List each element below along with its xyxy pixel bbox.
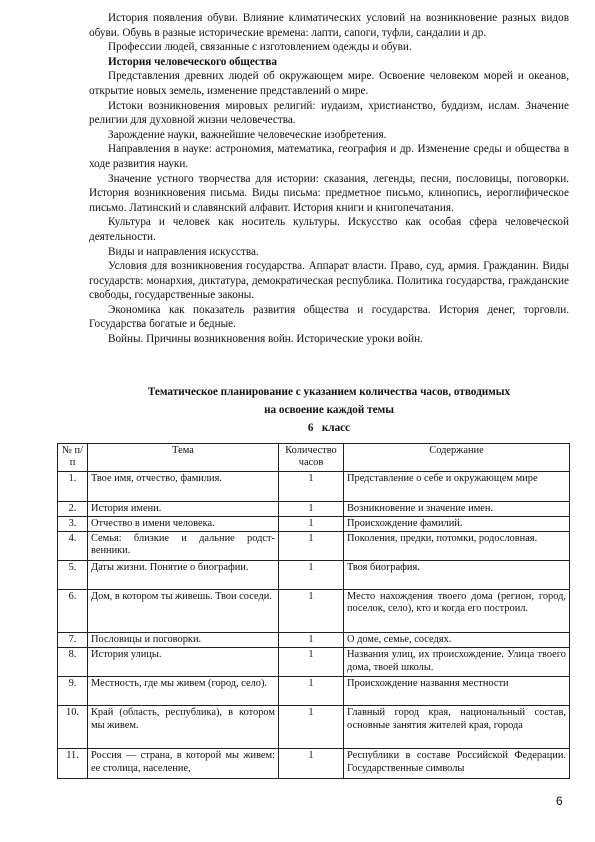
paragraph: Культура и человек как носитель культуры. Искусство как особая сфера человеческой деятельности. [89,216,569,243]
cell-topic: Пословицы и поговорки. [88,633,279,648]
cell-num: 2. [58,501,88,516]
section-heading-line2: на освоение каждой темы [264,404,394,416]
table-body [58,471,570,779]
cell-hours: 1 [279,677,344,706]
paragraph: Зарождение науки, важнейшие человеческие изобретения. [108,128,387,141]
table-row [58,677,570,706]
cell-topic: Даты жизни. Понятие о биографии. [88,561,279,590]
cell-content: Названия улиц, их происхождение. Улица твоего дома, твоей школы. [344,648,570,677]
section-heading-line1: Тематическое планирование с указанием количества часов, отводимых [147,386,511,398]
cell-hours: 1 [279,471,344,501]
cell-hours: 1 [279,532,344,561]
cell-content: Место нахождения твоего дома (регион, город, поселок, село), кто и когда его построил. [344,590,570,633]
table-row [58,561,570,590]
cell-hours: 1 [279,561,344,590]
cell-topic: История имени. [88,501,279,516]
table-header-row [58,444,570,472]
table-row [58,532,570,561]
cell-num: 11. [58,749,88,779]
cell-num: 6. [58,590,88,633]
paragraph: Войны. Причины возникновения войн. Исторические уроки войн. [108,333,423,346]
cell-hours: 1 [279,633,344,648]
cell-topic: Семья: близкие и дальние родст-венники. [88,532,279,561]
cell-content: О доме, семье, соседях. [344,633,570,648]
table-row [58,648,570,677]
cell-content: Твоя биография. [344,561,570,590]
section-title: История человеческого общества [108,55,278,68]
paragraph: Представления древних людей об окружающем мире. Освоение человеком морей и океанов, открытие новых земель, изменение представлений о мире. [89,70,569,97]
cell-content: Главный город края, национальный состав, основные занятия жителей края, города [344,706,570,749]
paragraph: Направления в науке: астрономия, математика, география и др. Изменение среды и общества в ходе развития науки. [89,143,569,170]
cell-hours: 1 [279,516,344,531]
cell-num: 7. [58,633,88,648]
table-row [58,590,570,633]
cell-content: Поколения, предки, потомки, родословная. [344,532,570,561]
cell-num: 10. [58,706,88,749]
cell-topic: История улицы. [88,648,279,677]
cell-hours: 1 [279,706,344,749]
table-row [58,749,570,779]
header-topic: Тема [88,444,279,472]
cell-topic: Дом, в котором ты живешь. Твои соседи. [88,590,279,633]
paragraph: Экономика как показатель развития общества и государства. История денег, торговли. Государства богатые и бедные. [89,303,569,331]
cell-num: 3. [58,516,88,531]
paragraph: История появления обуви. Влияние климатических условий на возникновение разных видов обуви. Обувь в разные исторические времена: лапти, сапоги, туфли, сандалии и др. [89,12,569,39]
cell-content: Возникновение и значение имен. [344,501,570,516]
cell-topic: Край (область, республика), в котором мы живем. [88,706,279,749]
paragraph: Профессии людей, связанные с изготовлением одежды и обуви. [108,41,412,54]
cell-content: Происхождение названия местности [344,677,570,706]
cell-num: 5. [58,561,88,590]
table-row [58,706,570,749]
table-row [58,516,570,531]
cell-content: Представление о себе и окружающем мире [344,471,570,501]
cell-content: Республики в составе Российской Федерации. Государственные символы [344,749,570,779]
cell-topic: Местность, где мы живем (город, село). [88,677,279,706]
cell-num: 9. [58,677,88,706]
paragraph: Значение устного творчества для истории: сказания, легенды, песни, пословицы, поговорки. История возникновения письма. Виды письма: предметное письмо, клинопись, иероглифическое письмо. Латинский и славянский алфавит. История книги и книгопечатания. [89,172,569,214]
table-row [58,633,570,648]
table-row [58,501,570,516]
header-content: Содержание [344,444,570,472]
paragraph: Истоки возникновения мировых религий: иудаизм, христианство, буддизм, ислам. Значение религии для духовной жизни человечества. [89,99,569,127]
cell-num: 1. [58,471,88,501]
cell-hours: 1 [279,749,344,779]
page-number: 6 [556,794,563,808]
cell-num: 4. [58,532,88,561]
cell-hours: 1 [279,501,344,516]
cell-num: 8. [58,648,88,677]
cell-topic: Твое имя, отчество, фамилия. [88,471,279,501]
thematic-plan-table [57,443,570,779]
body-text [89,11,569,347]
cell-topic: Россия — страна, в которой мы живем: ее столица, население, [88,749,279,779]
cell-topic: Отчество в имени человека. [88,516,279,531]
header-hours: Количество часов [279,444,344,472]
header-num: № п/п [58,444,88,472]
grade-heading: 6 класс [307,422,351,434]
paragraph: Условия для возникновения государства. Аппарат власти. Право, суд, армия. Гражданин. Виды государств: монархия, диктатура, демократическая республика. Политика государства, гражданские свободы, государственные законы. [89,260,569,302]
table-row [58,471,570,501]
paragraph: Виды и направления искусства. [108,245,259,258]
cell-content: Происхождение фамилий. [344,516,570,531]
cell-hours: 1 [279,590,344,633]
cell-hours: 1 [279,648,344,677]
